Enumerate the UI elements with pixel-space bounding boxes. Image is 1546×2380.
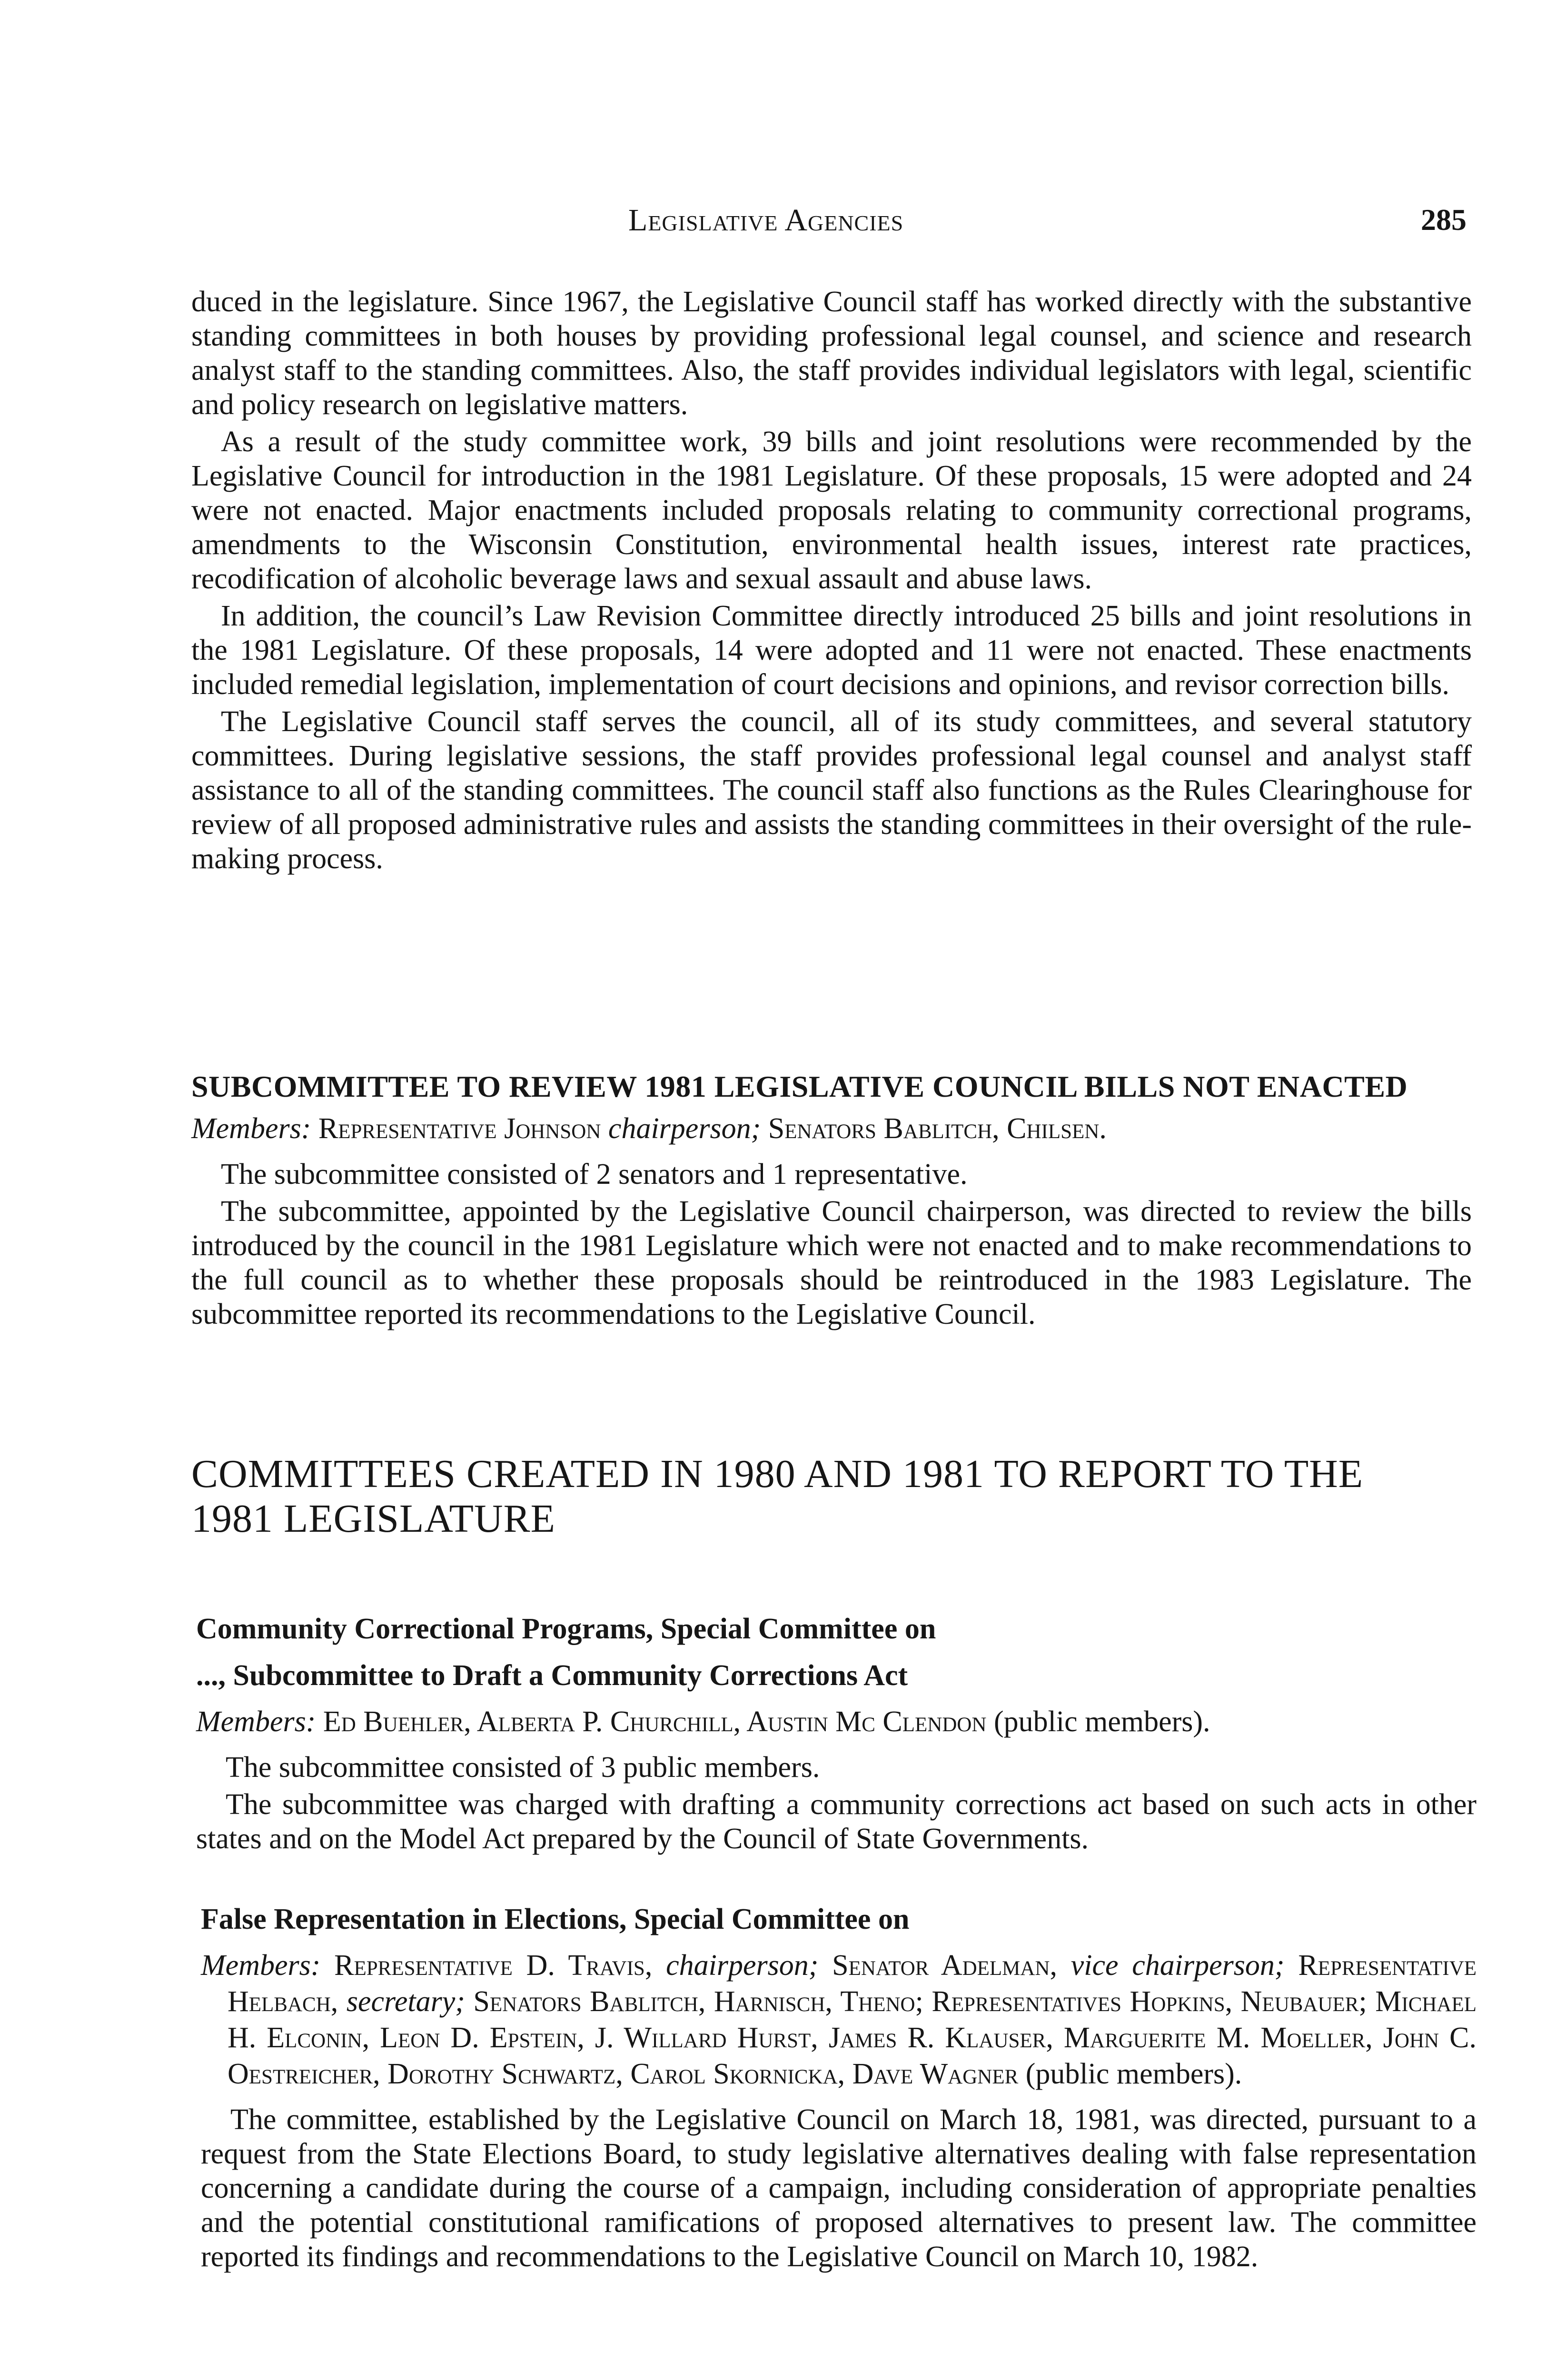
community-paragraph-1: The subcommittee consisted of 3 public members.: [226, 1751, 820, 1784]
subcommittee-title: SUBCOMMITTEE TO REVIEW 1981 LEGISLATIVE COUNCIL BILLS NOT ENACTED: [191, 1070, 1408, 1103]
members-label: Members:: [191, 1112, 311, 1145]
community-title-2: ..., Subcommittee to Draft a Community Corrections Act: [196, 1659, 908, 1692]
false-rep-members: [201, 1947, 1477, 2092]
false-rep-member-suffix: (public members).: [1025, 2058, 1242, 2090]
members-label: Members:: [196, 1706, 316, 1738]
community-members: [196, 1704, 1477, 1740]
false-rep-secretary-role: secretary;: [346, 1985, 465, 2018]
false-representation-section: [201, 1902, 1477, 2274]
community-title-1: Community Correctional Programs, Special Committee on: [196, 1613, 936, 1645]
member-chair: Representative Johnson: [318, 1112, 601, 1145]
page-number: 285: [1421, 203, 1467, 237]
false-rep-vice-chair: Senator Adelman,: [832, 1949, 1057, 1982]
subcommittee-paragraph-1: The subcommittee consisted of 2 senators and 1 representative.: [221, 1158, 968, 1190]
intro-section: [191, 285, 1472, 876]
false-rep-title: False Representation in Elections, Special Committee on: [201, 1903, 910, 1935]
false-rep-vice-chair-role: vice chairperson;: [1070, 1949, 1285, 1982]
false-rep-chair: Representative D. Travis,: [334, 1949, 653, 1982]
intro-paragraph-2: As a result of the study committee work, 39 bills and joint resolutions were recommended by the Legislative Council for introduction in the 1981 Legislature. Of these proposals, 15 were adopted and 24 were not enacted. Major enactments included proposals relating to community correctional programs, amendments to the Wisconsin Constitution, environmental health issues, interest rate practices, recodification of alcoholic beverage laws and sexual assault and abuse laws.: [191, 426, 1472, 595]
members-label: Members:: [201, 1949, 321, 1982]
intro-paragraph-4: The Legislative Council staff serves the council, all of its study committees, and several statutory committees. During legislative sessions, the staff provides professional legal counsel and analyst staff assistance to all of the standing committees. The council staff also functions as the Rules Clearinghouse for review of all proposed administrative rules and assists the standing committees in their oversight of the rule-making process.: [191, 705, 1472, 875]
member-role: chairperson;: [608, 1112, 761, 1145]
intro-paragraph-3: In addition, the council’s Law Revision Committee directly introduced 25 bills and joint resolutions in the 1981 Legislature. Of these proposals, 14 were adopted and 11 were not enacted. These enactments included remedial legislation, implementation of court decisions and opinions, and revisor correction bills.: [191, 600, 1472, 701]
false-rep-paragraph-1: The committee, established by the Legislative Council on March 18, 1981, was directed, pursuant to a request from the State Elections Board, to study legislative alternatives dealing with false representation concerning a candidate during the course of a campaign, including consideration of appropriate penalties and the potential constitutional ramifications of proposed alternatives to present law. The committee reported its findings and recommendations to the Legislative Council on March 10, 1982.: [201, 2103, 1477, 2273]
intro-paragraph-1: duced in the legislature. Since 1967, the Legislative Council staff has worked directly with the substantive standing committees in both houses by providing professional legal counsel, and science and research analyst staff to the standing committees. Also, the staff provides individual legislators with legal, scientific and policy research on legislative matters.: [191, 286, 1472, 421]
committees-section-heading: [191, 1452, 1472, 1541]
community-corrections-section: [196, 1611, 1477, 1856]
subcommittee-paragraph-2: The subcommittee, appointed by the Legislative Council chairperson, was directed to review the bills introduced by the council in the 1981 Legislature which were not enacted and to make recommendations to the full council as to whether these proposals should be reintroduced in the 1983 Legislature. The subcommittee reported its recommendations to the Legislative Council.: [191, 1195, 1472, 1330]
false-rep-chair-role: chairperson;: [666, 1949, 819, 1982]
committees-title-line-1: COMMITTEES CREATED IN 1980 AND 1981 TO REPORT TO THE: [191, 1452, 1364, 1496]
community-member-names: Ed Buehler, Alberta P. Churchill, Austin Mc Clendon: [323, 1706, 987, 1738]
false-rep-member-list: Senators Bablitch, Harnisch, Theno; Representatives Hopkins, Neubauer; Michael H. Elconin, Leon D. Epstein, J. Willard Hurst, James R. Klauser, Marguerite M. Moeller, John C. Oestreicher, Dorothy Schwartz, Carol Skornicka, Dave Wagner: [228, 1985, 1477, 2090]
committees-title-line-2: 1981 LEGISLATURE: [191, 1497, 555, 1541]
member-senators: Senators Bablitch, Chilsen.: [768, 1112, 1107, 1145]
community-member-suffix: (public members).: [993, 1706, 1210, 1738]
running-header: Legislative Agencies: [628, 203, 904, 238]
subcommittee-section: [191, 1069, 1472, 1331]
false-rep-secretary: Representative Helbach,: [228, 1949, 1477, 2018]
subcommittee-members: [191, 1111, 1472, 1147]
community-paragraph-2: The subcommittee was charged with drafting a community corrections act based on such acts in other states and on the Model Act prepared by the Council of State Governments.: [196, 1788, 1477, 1855]
